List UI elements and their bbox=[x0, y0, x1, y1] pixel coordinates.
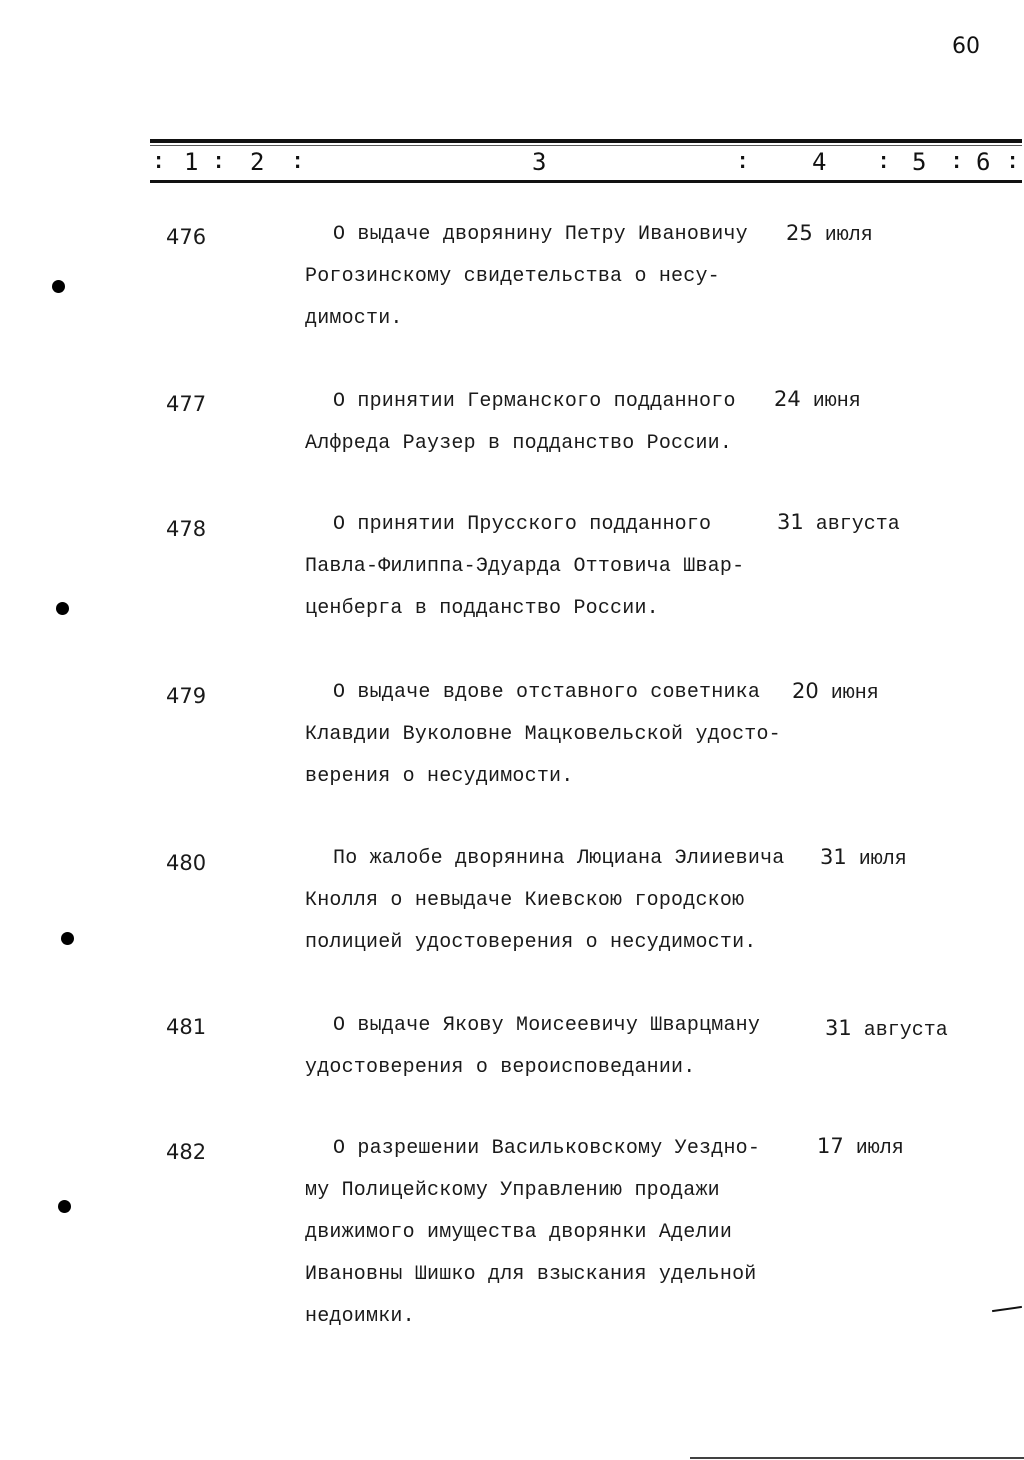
record-date-day: 31 bbox=[825, 1016, 852, 1040]
record-line: Алфреда Раузер в подданство России. bbox=[305, 432, 733, 455]
record-line: О выдаче Якову Моисеевичу Шварцману bbox=[333, 1014, 761, 1037]
record-line: полицией удостоверения о несудимости. bbox=[305, 931, 757, 954]
record-number: 479 bbox=[166, 684, 207, 708]
record-date-month: июня bbox=[812, 390, 861, 413]
record-line: димости. bbox=[305, 307, 403, 330]
punch-hole-mark bbox=[58, 1200, 71, 1213]
page-bottom-rule bbox=[690, 1457, 1024, 1459]
record-number: 481 bbox=[166, 1015, 207, 1039]
column-separator: : bbox=[736, 150, 750, 175]
column-header-3: 3 bbox=[532, 148, 547, 176]
record-date-day: 24 bbox=[774, 387, 801, 411]
column-separator: : bbox=[950, 150, 964, 175]
column-header-5: 5 bbox=[912, 148, 927, 176]
record-description bbox=[305, 504, 795, 630]
column-separator: : bbox=[152, 150, 166, 175]
record-date bbox=[817, 1134, 904, 1160]
record-line: Кнолля о невыдаче Киевскою городскою bbox=[305, 889, 745, 912]
record-date-month: июля bbox=[855, 1137, 904, 1160]
record-line: О принятии Прусского подданного bbox=[333, 513, 712, 536]
column-header-1: 1 bbox=[184, 148, 199, 176]
record-line: движимого имущества дворянки Аделии bbox=[305, 1221, 733, 1244]
record-date-day: 20 bbox=[792, 679, 819, 703]
record-line: По жалобе дворянина Люциана Элииевича bbox=[333, 847, 785, 870]
record-date bbox=[786, 221, 873, 247]
record-line: удостоверения о вероисповедании. bbox=[305, 1056, 696, 1079]
record-line: ценберга в подданство России. bbox=[305, 597, 659, 620]
column-separator: : bbox=[291, 150, 305, 175]
record-date bbox=[774, 387, 861, 413]
column-separator: : bbox=[877, 150, 891, 175]
record-date bbox=[825, 1016, 948, 1042]
record-description bbox=[305, 214, 795, 340]
record-line: му Полицейскому Управлению продажи bbox=[305, 1179, 720, 1202]
record-date-day: 31 bbox=[777, 510, 804, 534]
column-separator: : bbox=[212, 150, 226, 175]
record-description bbox=[305, 838, 795, 964]
record-date-month: июля bbox=[858, 848, 907, 871]
record-date bbox=[792, 679, 879, 705]
record-line: недоимки. bbox=[305, 1305, 415, 1328]
record-number: 476 bbox=[166, 225, 207, 249]
column-header-2: 2 bbox=[250, 148, 265, 176]
record-number: 480 bbox=[166, 851, 207, 875]
record-number: 482 bbox=[166, 1140, 207, 1164]
record-number: 478 bbox=[166, 517, 207, 541]
record-description bbox=[305, 672, 795, 798]
record-date-month: августа bbox=[815, 513, 900, 536]
record-date bbox=[777, 510, 900, 536]
record-line: Клавдии Вуколовне Мацковельской удосто- bbox=[305, 723, 781, 746]
record-date-month: июня bbox=[830, 682, 879, 705]
record-line: О выдаче дворянину Петру Ивановичу bbox=[333, 223, 748, 246]
record-line: Ивановны Шишко для взыскания удельной bbox=[305, 1263, 757, 1286]
page-number: 60 bbox=[952, 34, 980, 59]
punch-hole-mark bbox=[56, 602, 69, 615]
record-line: О выдаче вдове отставного советника bbox=[333, 681, 761, 704]
record-date bbox=[820, 845, 907, 871]
record-line: верения о несудимости. bbox=[305, 765, 574, 788]
header-top-rule bbox=[150, 139, 1022, 143]
punch-hole-mark bbox=[61, 932, 74, 945]
record-date-day: 17 bbox=[817, 1134, 844, 1158]
record-line: Рогозинскому свидетельства о несу- bbox=[305, 265, 720, 288]
header-top-rule-thin bbox=[150, 145, 1022, 146]
column-header-6: 6 bbox=[976, 148, 991, 176]
margin-pen-mark bbox=[992, 1306, 1022, 1312]
record-date-month: июля bbox=[824, 224, 873, 247]
record-date-day: 25 bbox=[786, 221, 813, 245]
column-separator: : bbox=[1006, 150, 1020, 175]
record-line: О принятии Германского подданного bbox=[333, 390, 736, 413]
header-bottom-rule bbox=[150, 180, 1022, 183]
record-line: Павла-Филиппа-Эдуарда Оттовича Швар- bbox=[305, 555, 745, 578]
record-number: 477 bbox=[166, 392, 207, 416]
record-line: О разрешении Васильковскому Уездно- bbox=[333, 1137, 761, 1160]
record-description bbox=[305, 381, 795, 465]
punch-hole-mark bbox=[52, 280, 65, 293]
record-description bbox=[305, 1128, 795, 1338]
column-header-4: 4 bbox=[812, 148, 827, 176]
record-date-month: августа bbox=[863, 1019, 948, 1042]
record-date-day: 31 bbox=[820, 845, 847, 869]
record-description bbox=[305, 1005, 795, 1089]
